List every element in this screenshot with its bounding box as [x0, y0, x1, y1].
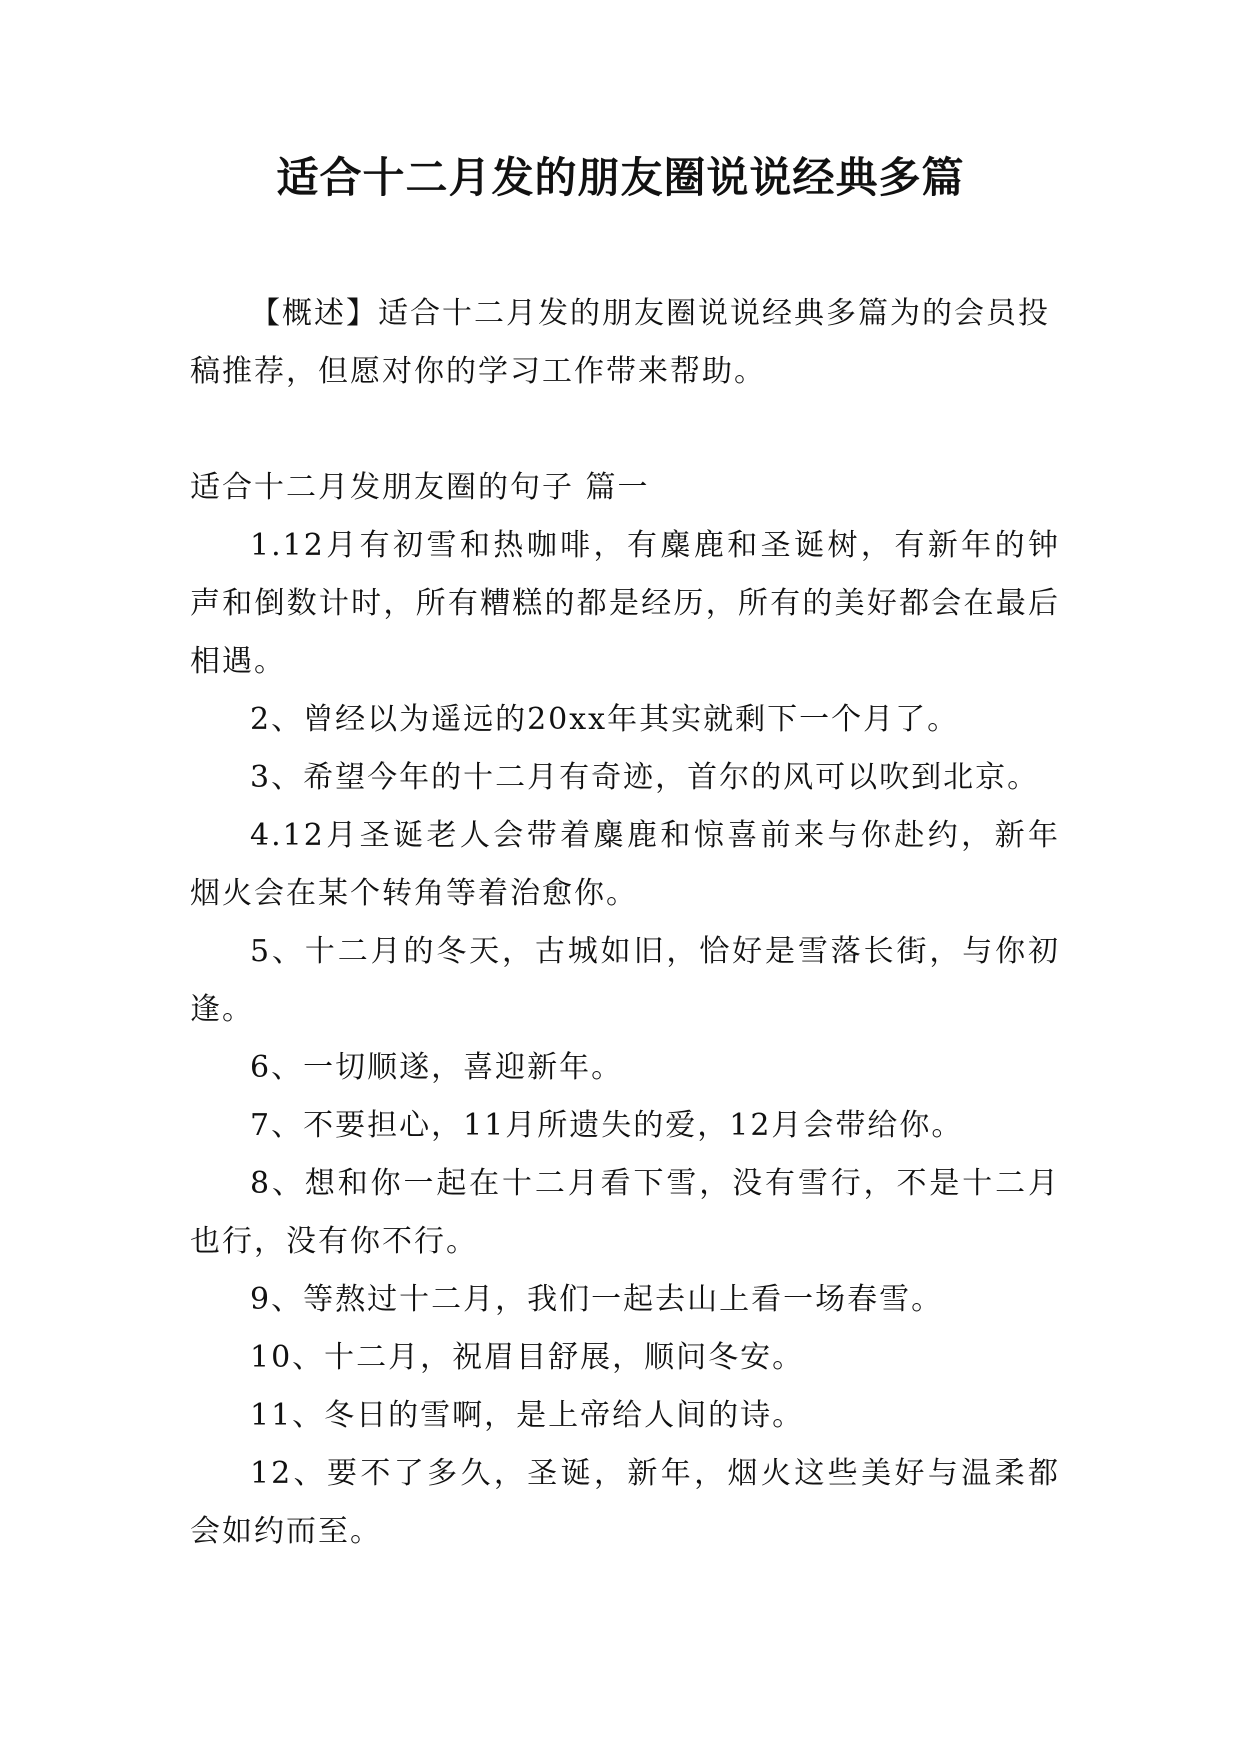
paragraph-4: 4.12月圣诞老人会带着麋鹿和惊喜前来与你赴约，新年烟火会在某个转角等着治愈你。	[190, 818, 1060, 911]
paragraph-12: 12、要不了多久，圣诞，新年，烟火这些美好与温柔都会如约而至。	[190, 1456, 1060, 1549]
paragraph-3: 3、希望今年的十二月有奇迹，首尔的风可以吹到北京。	[250, 760, 1040, 795]
paragraph-6: 6、一切顺遂，喜迎新年。	[250, 1050, 624, 1085]
paragraph-9: 9、等熬过十二月，我们一起去山上看一场春雪。	[250, 1282, 944, 1317]
paragraph-7: 7、不要担心，11月所遗失的爱，12月会带给你。	[250, 1108, 964, 1143]
summary-paragraph: 【概述】适合十二月发的朋友圈说说经典多篇为的会员投稿推荐，但愿对你的学习工作带来帮助。	[190, 296, 1050, 389]
paragraph-1: 1.12月有初雪和热咖啡，有麋鹿和圣诞树，有新年的钟声和倒数计时，所有糟糕的都是经历，所有的美好都会在最后相遇。	[190, 528, 1060, 679]
paragraph-2: 2、曾经以为遥远的20xx年其实就剩下一个月了。	[250, 702, 960, 737]
paragraph-10: 10、十二月，祝眉目舒展，顺问冬安。	[250, 1340, 805, 1375]
document-title: 适合十二月发的朋友圈说说经典多篇	[276, 153, 965, 202]
section-heading: 适合十二月发朋友圈的句子 篇一	[190, 470, 650, 505]
paragraph-8: 8、想和你一起在十二月看下雪，没有雪行，不是十二月也行，没有你不行。	[190, 1166, 1060, 1259]
paragraph-5: 5、十二月的冬天，古城如旧，恰好是雪落长街，与你初逢。	[190, 934, 1060, 1027]
paragraph-11: 11、冬日的雪啊，是上帝给人间的诗。	[250, 1398, 805, 1433]
document-body	[190, 285, 1060, 1561]
blank-line	[190, 401, 1060, 459]
